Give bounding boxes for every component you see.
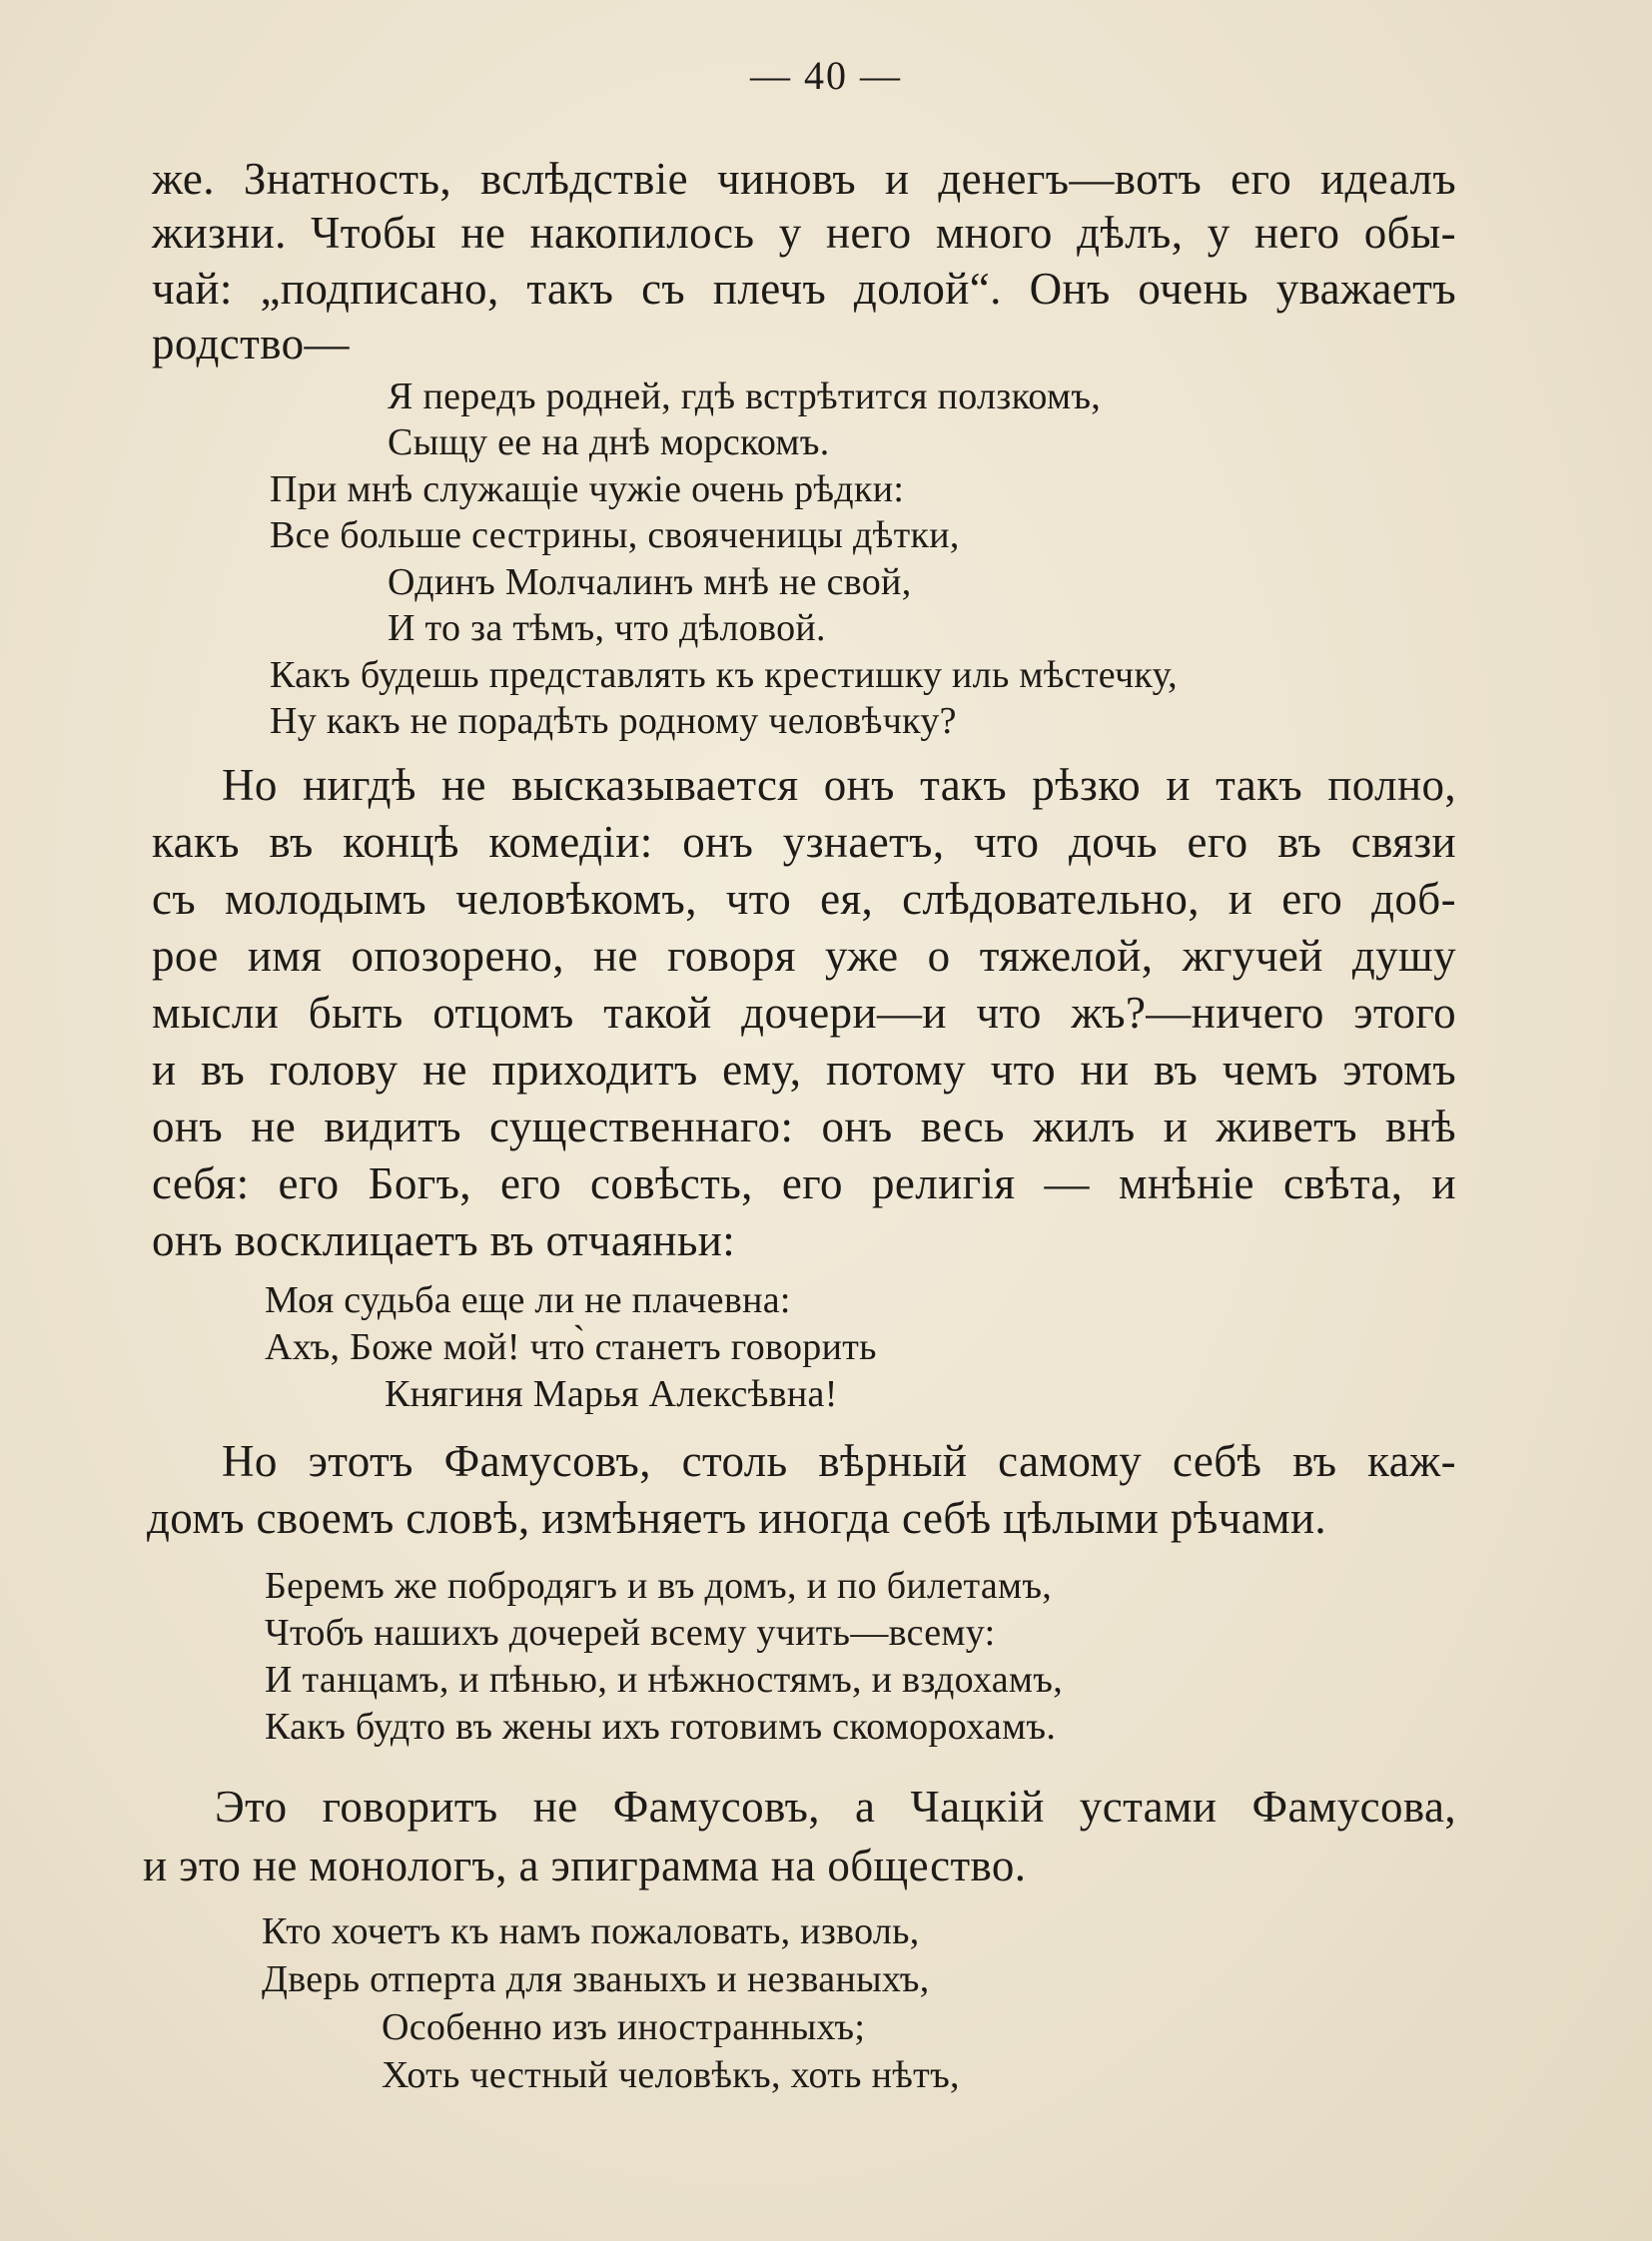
verse-line: Княгиня Марья Алексѣвна! bbox=[385, 1373, 838, 1415]
verse-line: Все больше сестрины, свояченицы дѣтки, bbox=[270, 514, 960, 556]
prose-line: мысли быть отцомъ такой дочери—и что жъ?—ничего этого bbox=[152, 988, 1456, 1038]
verse-line: Я передъ родней, гдѣ встрѣтится ползкомъ, bbox=[388, 375, 1102, 417]
verse-line: Чтобъ нашихъ дочерей всему учить—всему: bbox=[265, 1612, 996, 1654]
verse-line: При мнѣ служащіе чужіе очень рѣдки: bbox=[270, 468, 905, 510]
prose-line: домъ своемъ словѣ, измѣняетъ иногда себѣ цѣлыми рѣчами. bbox=[147, 1493, 1327, 1543]
prose-line: и это не монологъ, а эпиграмма на общество. bbox=[143, 1841, 1027, 1890]
verse-line: Какъ будто въ жены ихъ готовимъ скоморохамъ. bbox=[265, 1706, 1057, 1748]
verse-line: Одинъ Молчалинъ мнѣ не свой, bbox=[388, 561, 912, 603]
prose-line: онъ восклицаетъ въ отчаяньи: bbox=[152, 1215, 736, 1265]
verse-line: Ахъ, Боже мой! что̀ станетъ говорить bbox=[265, 1326, 877, 1368]
prose-line: какъ въ концѣ комедіи: онъ узнаетъ, что дочь его въ связи bbox=[152, 817, 1456, 867]
verse-line: И то за тѣмъ, что дѣловой. bbox=[388, 607, 826, 649]
verse-line: Моя судьба еще ли не плачевна: bbox=[265, 1279, 791, 1321]
prose-line: съ молодымъ человѣкомъ, что ея, слѣдовательно, и его доб- bbox=[152, 874, 1456, 924]
verse-line: Беремъ же побродягъ и въ домъ, и по билетамъ, bbox=[265, 1565, 1053, 1607]
prose-line: себя: его Богъ, его совѣсть, его религія — мнѣніе свѣта, и bbox=[152, 1158, 1456, 1208]
prose-line: Но нигдѣ не высказывается онъ такъ рѣзко и такъ полно, bbox=[222, 760, 1456, 810]
prose-line: онъ не видитъ существеннаго: онъ весь жилъ и живетъ внѣ bbox=[152, 1102, 1456, 1151]
prose-line: чай: „подписано, такъ съ плечъ долой“. Онъ очень уважаетъ bbox=[152, 264, 1456, 314]
prose-line: Это говоритъ не Фамусовъ, а Чацкій устами Фамусова, bbox=[215, 1782, 1456, 1832]
verse-line: Дверь отперта для званыхъ и незваныхъ, bbox=[262, 1958, 930, 2000]
prose-line: же. Знатность, вслѣдствіе чиновъ и денегъ—вотъ его идеалъ bbox=[152, 154, 1456, 204]
page-number: — 40 — bbox=[750, 53, 902, 98]
verse-line: Сыщу ее на днѣ морскомъ. bbox=[388, 421, 830, 463]
verse-line: Ну какъ не порадѣть родному человѣчку? bbox=[270, 700, 957, 742]
verse-line: Хоть честный человѣкъ, хоть нѣтъ, bbox=[382, 2054, 960, 2096]
verse-line: Кто хочетъ къ намъ пожаловать, изволь, bbox=[262, 1910, 920, 1952]
prose-line: жизни. Чтобы не накопилось у него много дѣлъ, у него обы- bbox=[152, 208, 1456, 258]
prose-line: родство— bbox=[152, 319, 350, 369]
verse-line: И танцамъ, и пѣнью, и нѣжностямъ, и вздохамъ, bbox=[265, 1659, 1064, 1701]
prose-line: и въ голову не приходитъ ему, потому что ни въ чемъ этомъ bbox=[152, 1045, 1456, 1095]
prose-line: рое имя опозорено, не говоря уже о тяжелой, жгучей душу bbox=[152, 931, 1456, 981]
verse-line: Какъ будешь представлять къ крестишку иль мѣстечку, bbox=[270, 654, 1178, 696]
prose-line: Но этотъ Фамусовъ, столь вѣрный самому себѣ въ каж- bbox=[222, 1436, 1456, 1486]
verse-line: Особенно изъ иностранныхъ; bbox=[382, 2006, 866, 2048]
